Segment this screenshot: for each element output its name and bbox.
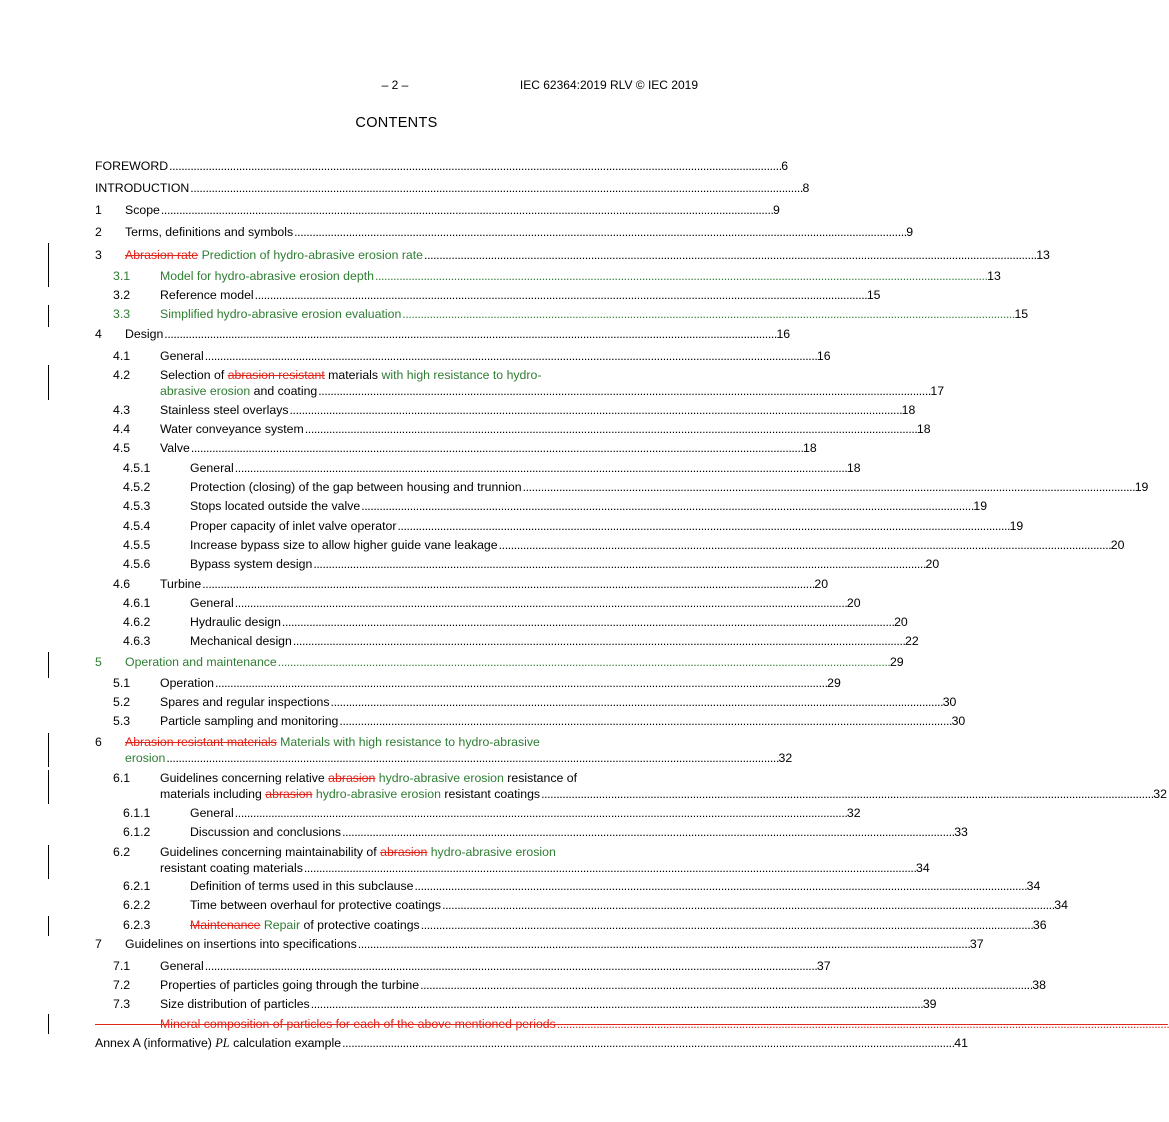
toc-number: 3: [95, 248, 102, 262]
toc-entry-4-6[interactable]: [95, 576, 829, 592]
inserted-text: hydro-abrasive erosion: [315, 787, 441, 801]
change-bar: [48, 365, 49, 400]
toc-entry-4-6-2[interactable]: [95, 614, 908, 630]
inserted-text: abrasive erosion: [160, 384, 251, 398]
inserted-text: hydro-abrasive erosion: [430, 845, 556, 859]
toc-label: Size distribution of particles: [160, 997, 310, 1011]
toc-entry-3-3[interactable]: [95, 306, 1029, 322]
standard-reference: IEC 62364:2019 RLV © IEC 2019: [519, 78, 698, 92]
toc-number: 4.5: [113, 441, 131, 455]
toc-page: 29: [889, 655, 904, 669]
toc-page: 20: [814, 577, 829, 591]
toc-number: 3.2: [113, 288, 131, 302]
toc-number: 7.2: [113, 978, 131, 992]
toc-entry-1[interactable]: [95, 202, 780, 218]
toc-label: Operation: [160, 676, 215, 690]
contents-title: CONTENTS: [355, 115, 438, 131]
toc-label: Operation and maintenance: [125, 655, 277, 669]
inserted-text: hydro-abrasive erosion: [378, 771, 504, 785]
toc-page: 32: [778, 751, 793, 765]
toc-number: 4.6.2: [123, 615, 151, 629]
toc-entry-4-5-5[interactable]: [95, 537, 1125, 553]
toc-entry-6-2[interactable]: [95, 844, 930, 876]
inserted-text: with high resistance to hydro-: [381, 368, 542, 382]
toc-label: resistant coatings: [444, 787, 541, 801]
toc-entry-6[interactable]: [95, 734, 793, 766]
toc-label: Simplified hydro-abrasive erosion evaluation: [160, 307, 402, 321]
toc-entry-introduction[interactable]: [95, 180, 810, 196]
toc-entry-6-2-2[interactable]: [95, 897, 1068, 913]
toc-number: 6.2.1: [123, 879, 151, 893]
toc-page: 22: [905, 634, 919, 648]
toc-label: Guidelines concerning maintainability of: [160, 845, 377, 859]
toc-entry-foreword[interactable]: [95, 158, 789, 174]
toc-number: 6.2: [113, 845, 131, 859]
toc-entry-4-5-3[interactable]: [95, 498, 988, 514]
toc-number: 4.5.6: [123, 557, 151, 571]
toc-label: Discussion and conclusions: [190, 825, 342, 839]
toc-number: 6.1.2: [123, 825, 151, 839]
toc-page: 32: [1153, 787, 1167, 801]
change-bar: [48, 1014, 49, 1034]
toc-page: 18: [901, 403, 916, 417]
change-bar: [48, 770, 49, 804]
toc-number: 4.4: [113, 422, 131, 436]
toc-page: 34: [916, 861, 930, 875]
page-number: – 2 –: [381, 78, 409, 92]
deleted-text: abrasion resistant: [227, 368, 325, 382]
toc-label: Model for hydro-abrasive erosion depth: [160, 269, 374, 283]
toc-entry-6-2-1[interactable]: [95, 878, 1041, 894]
toc-entry-5-3[interactable]: [95, 713, 966, 729]
toc-page: 20: [1110, 538, 1125, 552]
toc-page: 37: [969, 937, 984, 951]
toc-page: 15: [866, 288, 881, 302]
toc-number: 5: [95, 655, 102, 669]
toc-number: 4.6.1: [123, 596, 151, 610]
toc-entry-6-1-2[interactable]: [95, 824, 968, 840]
toc-label: Spares and regular inspections: [160, 695, 330, 709]
toc-page: 19: [1134, 480, 1149, 494]
toc-entry-4-6-3[interactable]: [95, 633, 919, 649]
toc-label: Stops located outside the valve: [190, 499, 361, 513]
toc-number: 6.2.2: [123, 898, 151, 912]
toc-number: 6.2.3: [123, 918, 151, 932]
toc-page: 39: [922, 997, 937, 1011]
toc-page: 8: [802, 181, 810, 195]
toc-label: Scope: [125, 203, 160, 217]
toc-page: 38: [1032, 978, 1046, 992]
toc-entry-4[interactable]: [95, 326, 791, 342]
toc-page: 32: [846, 806, 861, 820]
toc-entry-4-4[interactable]: [95, 421, 931, 437]
toc-page: 15: [1014, 307, 1029, 321]
toc-number: 4.2: [113, 368, 131, 382]
toc-number: 2: [95, 225, 102, 239]
toc-page: 33: [954, 825, 968, 839]
toc-number: 4.5.4: [123, 519, 151, 533]
deleted-text: Abrasion rate: [125, 248, 199, 262]
toc-number: 4.3: [113, 403, 131, 417]
toc-number: 7.1: [113, 959, 131, 973]
toc-number: 4.1: [113, 349, 131, 363]
toc-label: Particle sampling and monitoring: [160, 714, 339, 728]
toc-label: Selection of: [160, 368, 225, 382]
toc-page: 18: [916, 422, 931, 436]
toc-number: 3.3: [113, 307, 131, 321]
toc-page: 13: [987, 269, 1001, 283]
toc-label: Time between overhaul for protective coatings: [190, 898, 442, 912]
toc-label: resistance of: [507, 771, 577, 785]
toc-entry-7-3[interactable]: [95, 996, 937, 1012]
toc-number: 1: [95, 203, 102, 217]
toc-number: 5.1: [113, 676, 131, 690]
toc-page: 18: [803, 441, 817, 455]
deleted-text: abrasion: [265, 787, 313, 801]
toc-entry-7-1[interactable]: [95, 958, 831, 974]
toc-entry-7[interactable]: [95, 936, 984, 952]
toc-number: 5.3: [113, 714, 131, 728]
toc-label: INTRODUCTION: [95, 181, 190, 195]
toc-number: 4.5.1: [123, 461, 151, 475]
deleted-text: Mineral composition of particles for each of the above mentioned periods: [160, 1017, 556, 1031]
toc-page: 13: [1036, 248, 1050, 262]
toc-page: 20: [925, 557, 940, 571]
toc-page: 18: [846, 461, 861, 475]
toc-label: Reference model: [160, 288, 254, 302]
change-bar: [48, 845, 49, 879]
toc-entry-4-5[interactable]: [95, 440, 817, 456]
toc-entry-4-5-1[interactable]: [95, 460, 861, 476]
toc-entry-5-2[interactable]: [95, 694, 957, 710]
change-bar: [48, 652, 49, 678]
change-bar: [48, 305, 49, 327]
toc-label: General: [160, 959, 204, 973]
toc-page: 41: [954, 1036, 968, 1050]
toc-page: 17: [930, 384, 945, 398]
toc-label: Design: [125, 327, 164, 341]
toc-page: 16: [776, 327, 791, 341]
toc-entry-4-2[interactable]: [95, 367, 945, 399]
deleted-text: abrasion: [380, 845, 428, 859]
toc-entry-4-1[interactable]: [95, 348, 831, 364]
toc-entry-6-2-3[interactable]: [95, 917, 1047, 933]
toc-entry-3-1[interactable]: [95, 268, 1001, 284]
inserted-text: Materials with high resistance to hydro-abrasive: [280, 735, 540, 749]
toc-page: 9: [773, 203, 780, 217]
toc-label: Stainless steel overlays: [160, 403, 289, 417]
toc-number: 7: [95, 937, 102, 951]
toc-number: 4: [95, 327, 102, 341]
change-bar: [48, 243, 49, 287]
toc-label: Terms, definitions and symbols: [125, 225, 294, 239]
toc-entry-annex-a[interactable]: [95, 1035, 968, 1051]
toc-label: of protective coatings: [303, 918, 420, 932]
change-bar: [48, 733, 49, 767]
toc-label: General: [190, 461, 234, 475]
toc-page: 30: [942, 695, 957, 709]
inserted-text: Repair: [263, 918, 301, 932]
toc-entry-4-5-2[interactable]: [95, 479, 1149, 495]
inserted-text: Prediction of hydro-abrasive erosion rate: [201, 248, 424, 262]
toc-label: Proper capacity of inlet valve operator: [190, 519, 397, 533]
deleted-text: Maintenance: [190, 918, 261, 932]
toc-number: 5.2: [113, 695, 131, 709]
toc-number: 7.3: [113, 997, 131, 1011]
toc-entry-4-6-1[interactable]: [95, 595, 861, 611]
toc-page: 20: [894, 615, 908, 629]
toc-entry-3[interactable]: [95, 247, 1050, 263]
toc-entry-4-5-4[interactable]: [95, 518, 1024, 534]
toc-label: Annex A (informative): [95, 1036, 212, 1050]
toc-label: calculation example: [233, 1036, 342, 1050]
toc-label: Water conveyance system: [160, 422, 304, 436]
toc-label: and coating: [253, 384, 318, 398]
toc-page: 36: [1032, 918, 1047, 932]
toc-page: 34: [1054, 898, 1068, 912]
toc-number: 6.1: [113, 771, 131, 785]
toc-label: Turbine: [160, 577, 202, 591]
toc-page: 6: [781, 159, 789, 173]
toc-label: General: [190, 596, 234, 610]
toc-label: Guidelines on insertions into specifications: [125, 937, 357, 951]
toc-label: Increase bypass size to allow higher guide vane leakage: [190, 538, 498, 552]
toc-number: 3.1: [113, 269, 131, 283]
toc-label: materials including: [160, 787, 262, 801]
toc-page: 30: [951, 714, 966, 728]
toc-number: 4.5.2: [123, 480, 151, 494]
toc-number: 4.5.5: [123, 538, 151, 552]
toc-number: 6: [95, 735, 102, 749]
toc-label: Valve: [160, 441, 190, 455]
toc-entry-7-2[interactable]: [95, 977, 1046, 993]
toc-label: Protection (closing) of the gap between housing and trunnion: [190, 480, 522, 494]
toc-label: Definition of terms used in this subclause: [190, 879, 414, 893]
toc-number: 4.5.3: [123, 499, 151, 513]
toc-entry-6-1[interactable]: [95, 770, 1167, 802]
toc-page: 9: [906, 225, 914, 239]
toc-label: Mechanical design: [190, 634, 292, 648]
toc-entry-3-2[interactable]: [95, 287, 881, 303]
toc-label: Bypass system design: [190, 557, 313, 571]
toc-entry-5[interactable]: [95, 654, 904, 670]
pl-symbol: PL: [215, 1036, 230, 1050]
toc-label: General: [160, 349, 204, 363]
toc-entry-5-1[interactable]: [95, 675, 841, 691]
toc-label: FOREWORD: [95, 159, 169, 173]
deleted-text: Abrasion resistant materials: [125, 735, 277, 749]
toc-number: 6.1.1: [123, 806, 151, 820]
toc-entry-2[interactable]: [95, 224, 914, 240]
toc-page: 19: [973, 499, 988, 513]
toc-entry-4-5-6[interactable]: [95, 556, 940, 572]
deleted-text: abrasion: [328, 771, 376, 785]
toc-number: 4.6.3: [123, 634, 151, 648]
toc-page: 34: [1026, 879, 1041, 893]
toc-label: resistant coating materials: [160, 861, 303, 875]
toc-label: Guidelines concerning relative: [160, 771, 325, 785]
toc-page: 20: [846, 596, 861, 610]
toc-page: 19: [1009, 519, 1024, 533]
change-bar: [48, 916, 49, 936]
inserted-text: erosion: [125, 751, 166, 765]
toc-entry-7-4-deleted: [95, 1016, 698, 1032]
toc-label: materials: [328, 368, 379, 382]
toc-number: 4.6: [113, 577, 131, 591]
toc-label: Hydraulic design: [190, 615, 281, 629]
toc-label: General: [190, 806, 234, 820]
toc-page: 16: [816, 349, 831, 363]
toc-page: 29: [827, 676, 841, 690]
toc-entry-6-1-1[interactable]: [95, 805, 861, 821]
toc-page: 37: [816, 959, 831, 973]
toc-entry-4-3[interactable]: [95, 402, 916, 418]
toc-label: Properties of particles going through the turbine: [160, 978, 420, 992]
